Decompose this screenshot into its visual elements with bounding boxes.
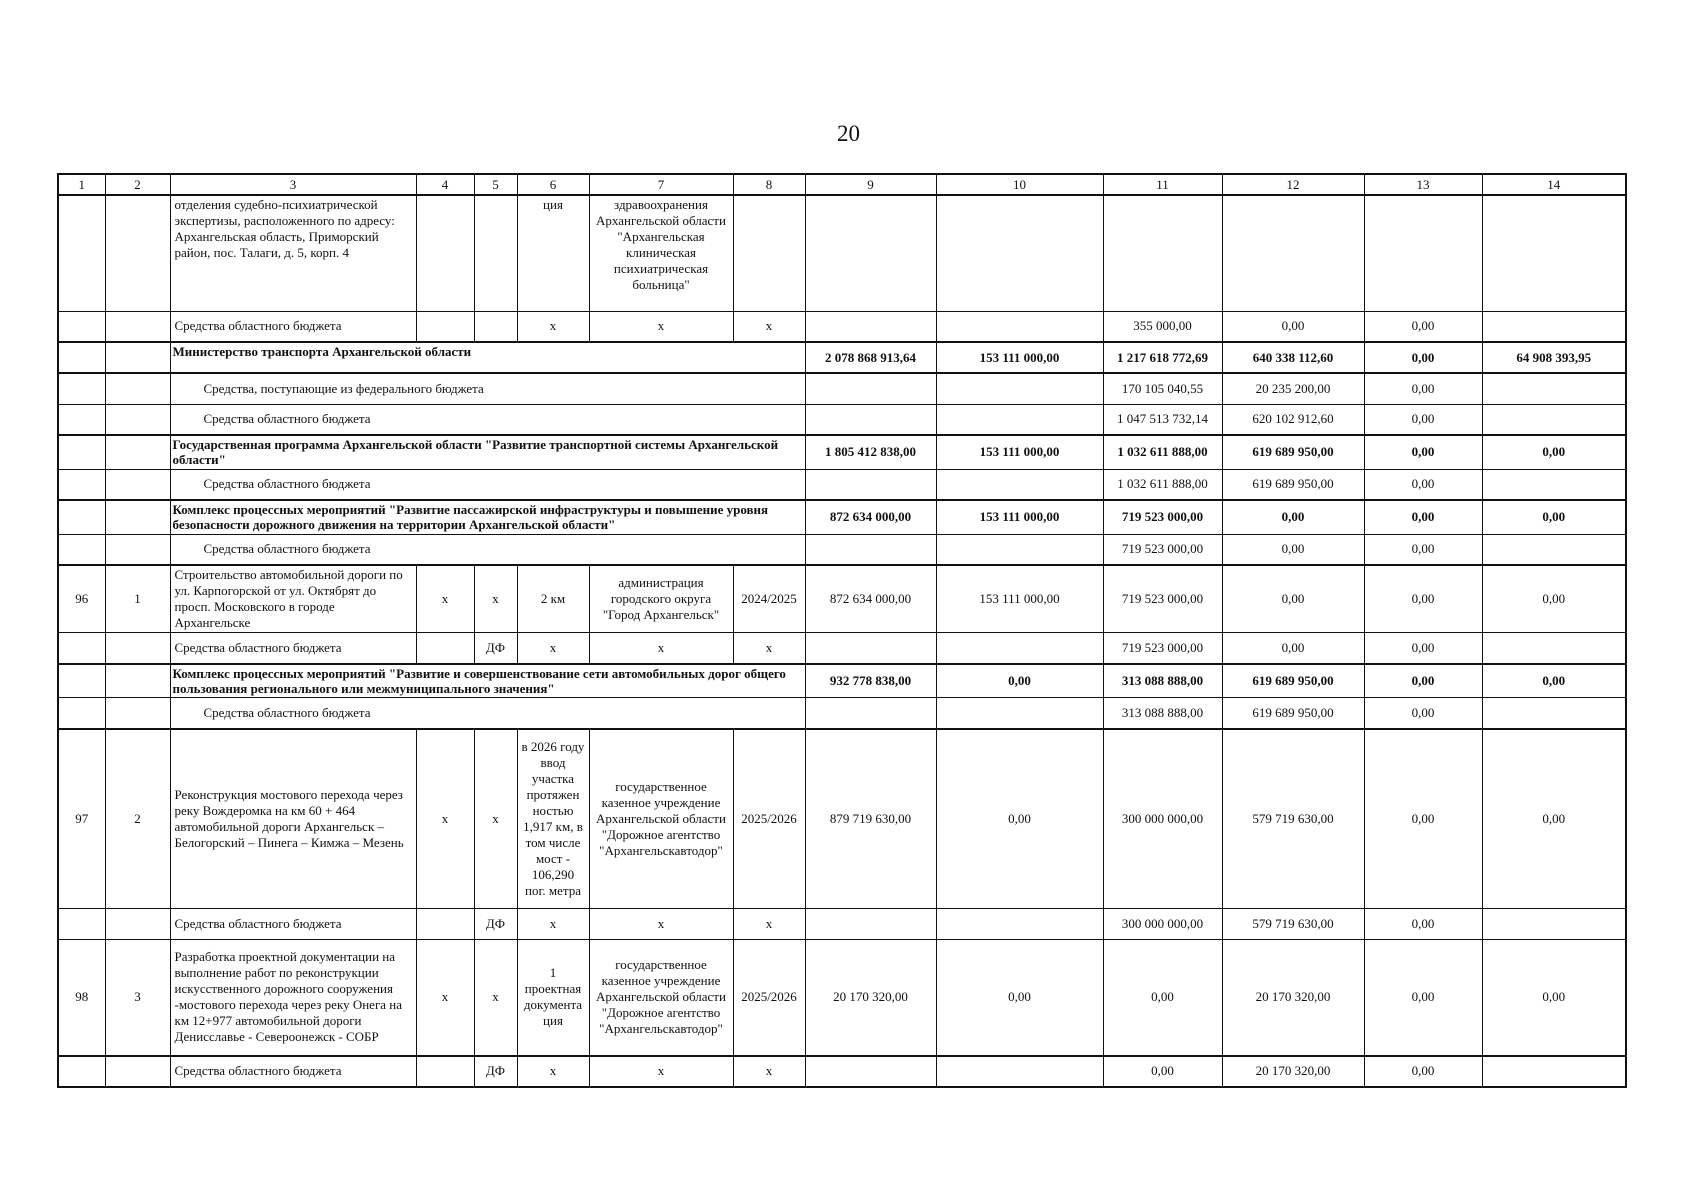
section-row [58, 664, 1626, 698]
amount: 0,00 [1364, 373, 1482, 404]
section-title: Министерство транспорта Архангельской области [170, 342, 805, 373]
amount: 2 078 868 913,64 [805, 342, 936, 373]
cell: х [416, 940, 474, 1056]
budget-row [58, 311, 1626, 342]
amount: 619 689 950,00 [1222, 435, 1364, 469]
amount: 300 000 000,00 [1103, 909, 1222, 940]
funding-source: Средства областного бюджета [170, 404, 805, 435]
amount: 153 111 000,00 [936, 500, 1103, 534]
amount: 0,00 [1364, 909, 1482, 940]
cell: х [733, 909, 805, 940]
period: 2025/2026 [733, 729, 805, 909]
page-number: 20 [837, 121, 860, 146]
section-title: Государственная программа Архангельской области "Развитие транспортной системы Архангельской области" [170, 435, 805, 469]
budget-row [58, 404, 1626, 435]
cell: х [589, 1056, 733, 1087]
object-name: Разработка проектной документации на выполнение работ по реконструкции искусственного дорожного сооружения -мостового перехода через реку Онега на км 12+977 автомобильной дороги Денисславье - Североонежск - СОБР [170, 940, 416, 1056]
amount: 0,00 [1482, 565, 1626, 633]
amount: 619 689 950,00 [1222, 664, 1364, 698]
column-number: 13 [1364, 174, 1482, 195]
table-row [58, 940, 1626, 1056]
funding-source: Средства областного бюджета [170, 698, 805, 729]
amount: 619 689 950,00 [1222, 698, 1364, 729]
column-number: 14 [1482, 174, 1626, 195]
budget-row [58, 909, 1626, 940]
budget-row [58, 1056, 1626, 1087]
budget-row [58, 698, 1626, 729]
amount: 0,00 [1364, 534, 1482, 565]
customer: государственное казенное учреждение Архангельской области "Дорожное агентство "Архангельскавтодор" [589, 940, 733, 1056]
budget-row [58, 373, 1626, 404]
amount: 0,00 [936, 940, 1103, 1056]
amount: 153 111 000,00 [936, 565, 1103, 633]
amount: 20 170 320,00 [805, 940, 936, 1056]
table-row [58, 195, 1626, 311]
row-number: 96 [58, 565, 105, 633]
cell: ДФ [474, 909, 517, 940]
column-number: 6 [517, 174, 589, 195]
amount: 932 778 838,00 [805, 664, 936, 698]
cell: ДФ [474, 1056, 517, 1087]
amount: 0,00 [1364, 311, 1482, 342]
amount: 0,00 [1103, 1056, 1222, 1087]
amount: 0,00 [936, 664, 1103, 698]
amount: 0,00 [1364, 565, 1482, 633]
section-row [58, 342, 1626, 373]
amount: 153 111 000,00 [936, 342, 1103, 373]
item-number: 2 [105, 729, 170, 909]
column-number: 9 [805, 174, 936, 195]
amount: 0,00 [1222, 500, 1364, 534]
amount: 879 719 630,00 [805, 729, 936, 909]
column-number: 3 [170, 174, 416, 195]
amount: 872 634 000,00 [805, 500, 936, 534]
amount: 355 000,00 [1103, 311, 1222, 342]
amount: 0,00 [1482, 940, 1626, 1056]
funding-source: Средства областного бюджета [170, 469, 805, 500]
amount: 719 523 000,00 [1103, 565, 1222, 633]
cell: х [733, 1056, 805, 1087]
cell: х [474, 940, 517, 1056]
item-number: 3 [105, 940, 170, 1056]
customer: здравоохранения Архангельской области "Архангельская клиническая психиатрическая больница" [589, 195, 733, 311]
amount: 579 719 630,00 [1222, 909, 1364, 940]
amount: 0,00 [1222, 534, 1364, 565]
amount: 0,00 [1482, 729, 1626, 909]
cell: х [517, 633, 589, 664]
column-number-row [58, 174, 1626, 195]
amount: 0,00 [1364, 1056, 1482, 1087]
amount: 1 805 412 838,00 [805, 435, 936, 469]
amount: 620 102 912,60 [1222, 404, 1364, 435]
amount: 0,00 [1364, 729, 1482, 909]
amount: 0,00 [1364, 698, 1482, 729]
column-number: 12 [1222, 174, 1364, 195]
budget-row [58, 469, 1626, 500]
cell: х [416, 729, 474, 909]
amount: 0,00 [1482, 500, 1626, 534]
amount: 0,00 [1364, 664, 1482, 698]
cell: х [416, 565, 474, 633]
amount: 0,00 [1364, 435, 1482, 469]
amount: 872 634 000,00 [805, 565, 936, 633]
row-number: 97 [58, 729, 105, 909]
cell: х [517, 311, 589, 342]
cell: х [733, 311, 805, 342]
customer: администрация городского округа "Город Архангельск" [589, 565, 733, 633]
capacity: в 2026 году ввод участка протяжен ностью 1,917 км, в том числе мост - 106,290 пог. метра [517, 729, 589, 909]
amount: 719 523 000,00 [1103, 500, 1222, 534]
amount: 619 689 950,00 [1222, 469, 1364, 500]
budget-table [57, 173, 1627, 1088]
row-number: 98 [58, 940, 105, 1056]
capacity: ция [517, 195, 589, 311]
amount: 313 088 888,00 [1103, 664, 1222, 698]
table-row [58, 729, 1626, 909]
column-number: 10 [936, 174, 1103, 195]
funding-source: Средства, поступающие из федерального бюджета [170, 373, 805, 404]
amount: 0,00 [1364, 500, 1482, 534]
amount: 0,00 [1364, 469, 1482, 500]
section-row [58, 500, 1626, 534]
amount: 1 047 513 732,14 [1103, 404, 1222, 435]
amount: 0,00 [1364, 404, 1482, 435]
amount: 579 719 630,00 [1222, 729, 1364, 909]
customer: государственное казенное учреждение Архангельской области "Дорожное агентство "Архангельскавтодор" [589, 729, 733, 909]
amount: 0,00 [1482, 664, 1626, 698]
cell: х [474, 565, 517, 633]
amount: 153 111 000,00 [936, 435, 1103, 469]
budget-row [58, 534, 1626, 565]
section-title: Комплекс процессных мероприятий "Развитие и совершенствование сети автомобильных дорог общего пользования регионального или межмуниципального значения" [170, 664, 805, 698]
object-name: Строительство автомобильной дороги по ул. Карпогорской от ул. Октябрят до просп. Московского в городе Архангельске [170, 565, 416, 633]
amount: 0,00 [1364, 940, 1482, 1056]
item-number: 1 [105, 565, 170, 633]
amount: 0,00 [1222, 565, 1364, 633]
cell: х [589, 311, 733, 342]
section-title: Комплекс процессных мероприятий "Развитие пассажирской инфраструктуры и повышение уровня безопасности дорожного движения на территории Архангельской области" [170, 500, 805, 534]
funding-source: Средства областного бюджета [170, 633, 416, 664]
section-row [58, 435, 1626, 469]
column-number: 8 [733, 174, 805, 195]
amount: 0,00 [1222, 311, 1364, 342]
amount: 719 523 000,00 [1103, 534, 1222, 565]
amount: 0,00 [1222, 633, 1364, 664]
amount: 64 908 393,95 [1482, 342, 1626, 373]
amount: 20 235 200,00 [1222, 373, 1364, 404]
funding-source: Средства областного бюджета [170, 1056, 416, 1087]
table-row [58, 565, 1626, 633]
amount: 719 523 000,00 [1103, 633, 1222, 664]
capacity: 1 проектная документа ция [517, 940, 589, 1056]
amount: 0,00 [1103, 940, 1222, 1056]
amount: 1 032 611 888,00 [1103, 435, 1222, 469]
amount: 300 000 000,00 [1103, 729, 1222, 909]
period: 2024/2025 [733, 565, 805, 633]
budget-row [58, 633, 1626, 664]
cell: ДФ [474, 633, 517, 664]
cell: х [517, 1056, 589, 1087]
amount: 1 032 611 888,00 [1103, 469, 1222, 500]
column-number: 4 [416, 174, 474, 195]
cell: х [589, 633, 733, 664]
object-name: Реконструкция мостового перехода через реку Вождеромка на км 60 + 464 автомобильной дороги Архангельск – Белогорский – Пинега – Кимжа – Мезень [170, 729, 416, 909]
cell: х [474, 729, 517, 909]
amount: 0,00 [1364, 633, 1482, 664]
column-number: 7 [589, 174, 733, 195]
cell: х [517, 909, 589, 940]
cell: х [589, 909, 733, 940]
period: 2025/2026 [733, 940, 805, 1056]
amount: 0,00 [936, 729, 1103, 909]
column-number: 2 [105, 174, 170, 195]
amount: 640 338 112,60 [1222, 342, 1364, 373]
capacity: 2 км [517, 565, 589, 633]
column-number: 5 [474, 174, 517, 195]
amount: 313 088 888,00 [1103, 698, 1222, 729]
amount: 0,00 [1364, 342, 1482, 373]
funding-source: Средства областного бюджета [170, 909, 416, 940]
amount: 1 217 618 772,69 [1103, 342, 1222, 373]
amount: 20 170 320,00 [1222, 1056, 1364, 1087]
object-name: отделения судебно-психиатрической экспертизы, расположенного по адресу: Архангельская область, Приморский район, пос. Талаги, д. 5, корп. 4 [170, 195, 416, 311]
amount: 0,00 [1482, 435, 1626, 469]
column-number: 11 [1103, 174, 1222, 195]
amount: 170 105 040,55 [1103, 373, 1222, 404]
column-number: 1 [58, 174, 105, 195]
amount: 20 170 320,00 [1222, 940, 1364, 1056]
funding-source: Средства областного бюджета [170, 311, 416, 342]
cell: х [733, 633, 805, 664]
funding-source: Средства областного бюджета [170, 534, 805, 565]
